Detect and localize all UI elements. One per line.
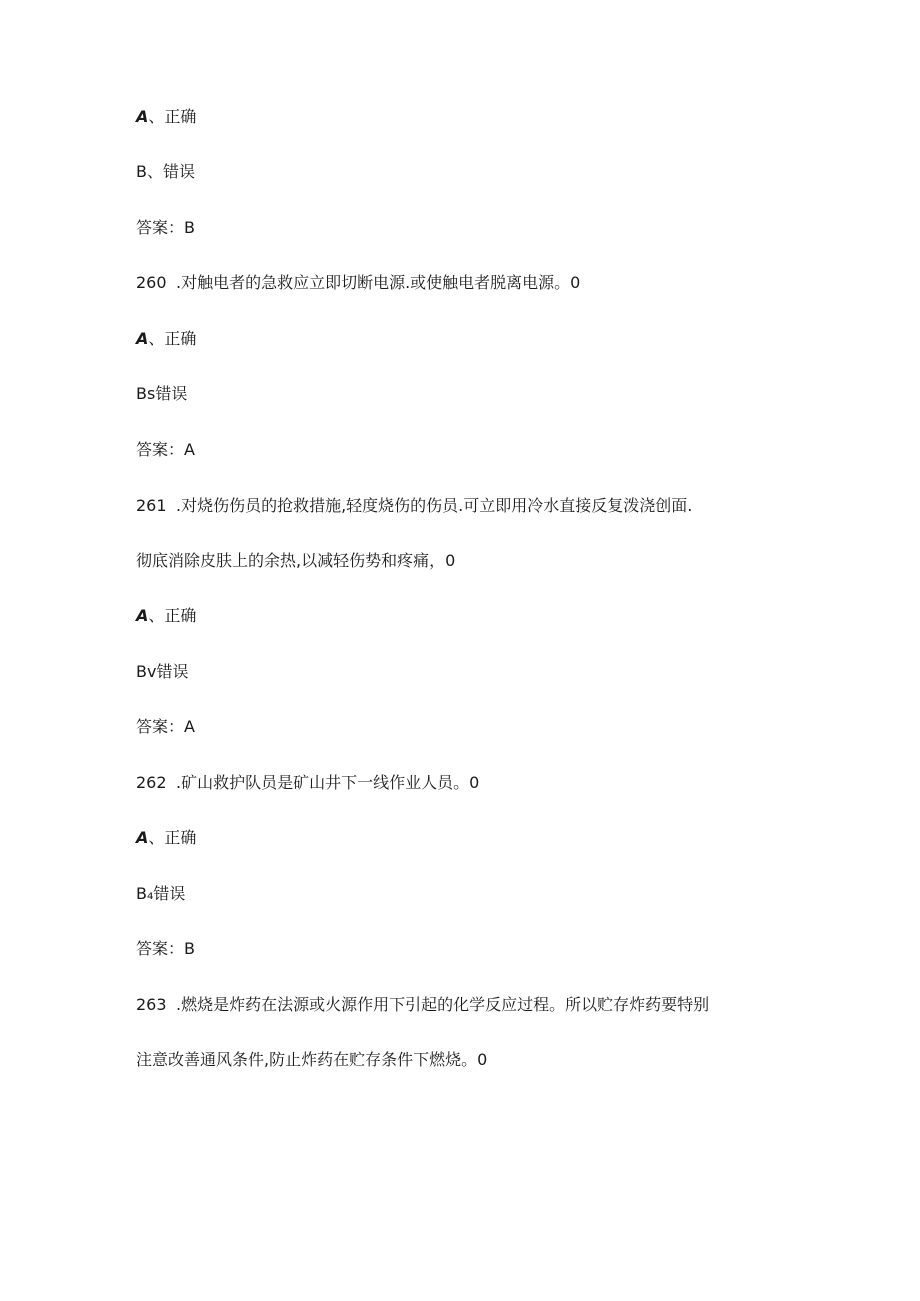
- option-text: 、正确: [148, 329, 197, 348]
- option-letter: A: [136, 107, 149, 126]
- answer-line: 答案：B: [136, 218, 195, 237]
- answer-line: 答案：A: [136, 440, 195, 459]
- question-continuation: 彻底消除皮肤上的余热,以减轻伤势和疼痛，0: [136, 551, 456, 570]
- question-number: 262: [136, 773, 167, 792]
- option-letter: A: [136, 329, 149, 348]
- question-continuation: 注意改善通风条件,防止炸药在贮存条件下燃烧。0: [136, 1050, 488, 1069]
- answer-line: 答案：B: [136, 939, 195, 958]
- answer-line: 答案：A: [136, 717, 195, 736]
- question-262: [136, 773, 479, 793]
- option-a: [136, 606, 196, 626]
- option-b: Bs错误: [136, 384, 188, 403]
- option-a: [136, 828, 196, 848]
- question-number: 263: [136, 995, 167, 1014]
- question-261: [136, 496, 692, 516]
- option-a: [136, 107, 196, 127]
- option-letter: A: [136, 828, 149, 847]
- option-letter: A: [136, 606, 149, 625]
- question-text: .对烧伤伤员的抢救措施,轻度烧伤的伤员.可立即用冷水直接反复泼浇创面.: [176, 496, 693, 515]
- option-text: 、正确: [148, 828, 197, 847]
- question-text: .对触电者的急救应立即切断电源.或使触电者脱离电源。0: [176, 273, 581, 292]
- option-b: B、错误: [136, 162, 195, 181]
- option-b: Bv错误: [136, 662, 189, 681]
- question-260: [136, 273, 580, 293]
- question-number: 260: [136, 273, 167, 292]
- option-b: B₄错误: [136, 884, 186, 903]
- option-text: 、正确: [148, 606, 197, 625]
- question-263: [136, 995, 709, 1015]
- option-a: [136, 329, 196, 349]
- question-text: .燃烧是炸药在法源或火源作用下引起的化学反应过程。所以贮存炸药要特别: [176, 995, 710, 1014]
- question-text: .矿山救护队员是矿山井下一线作业人员。0: [176, 773, 480, 792]
- question-number: 261: [136, 496, 167, 515]
- option-text: 、正确: [148, 107, 197, 126]
